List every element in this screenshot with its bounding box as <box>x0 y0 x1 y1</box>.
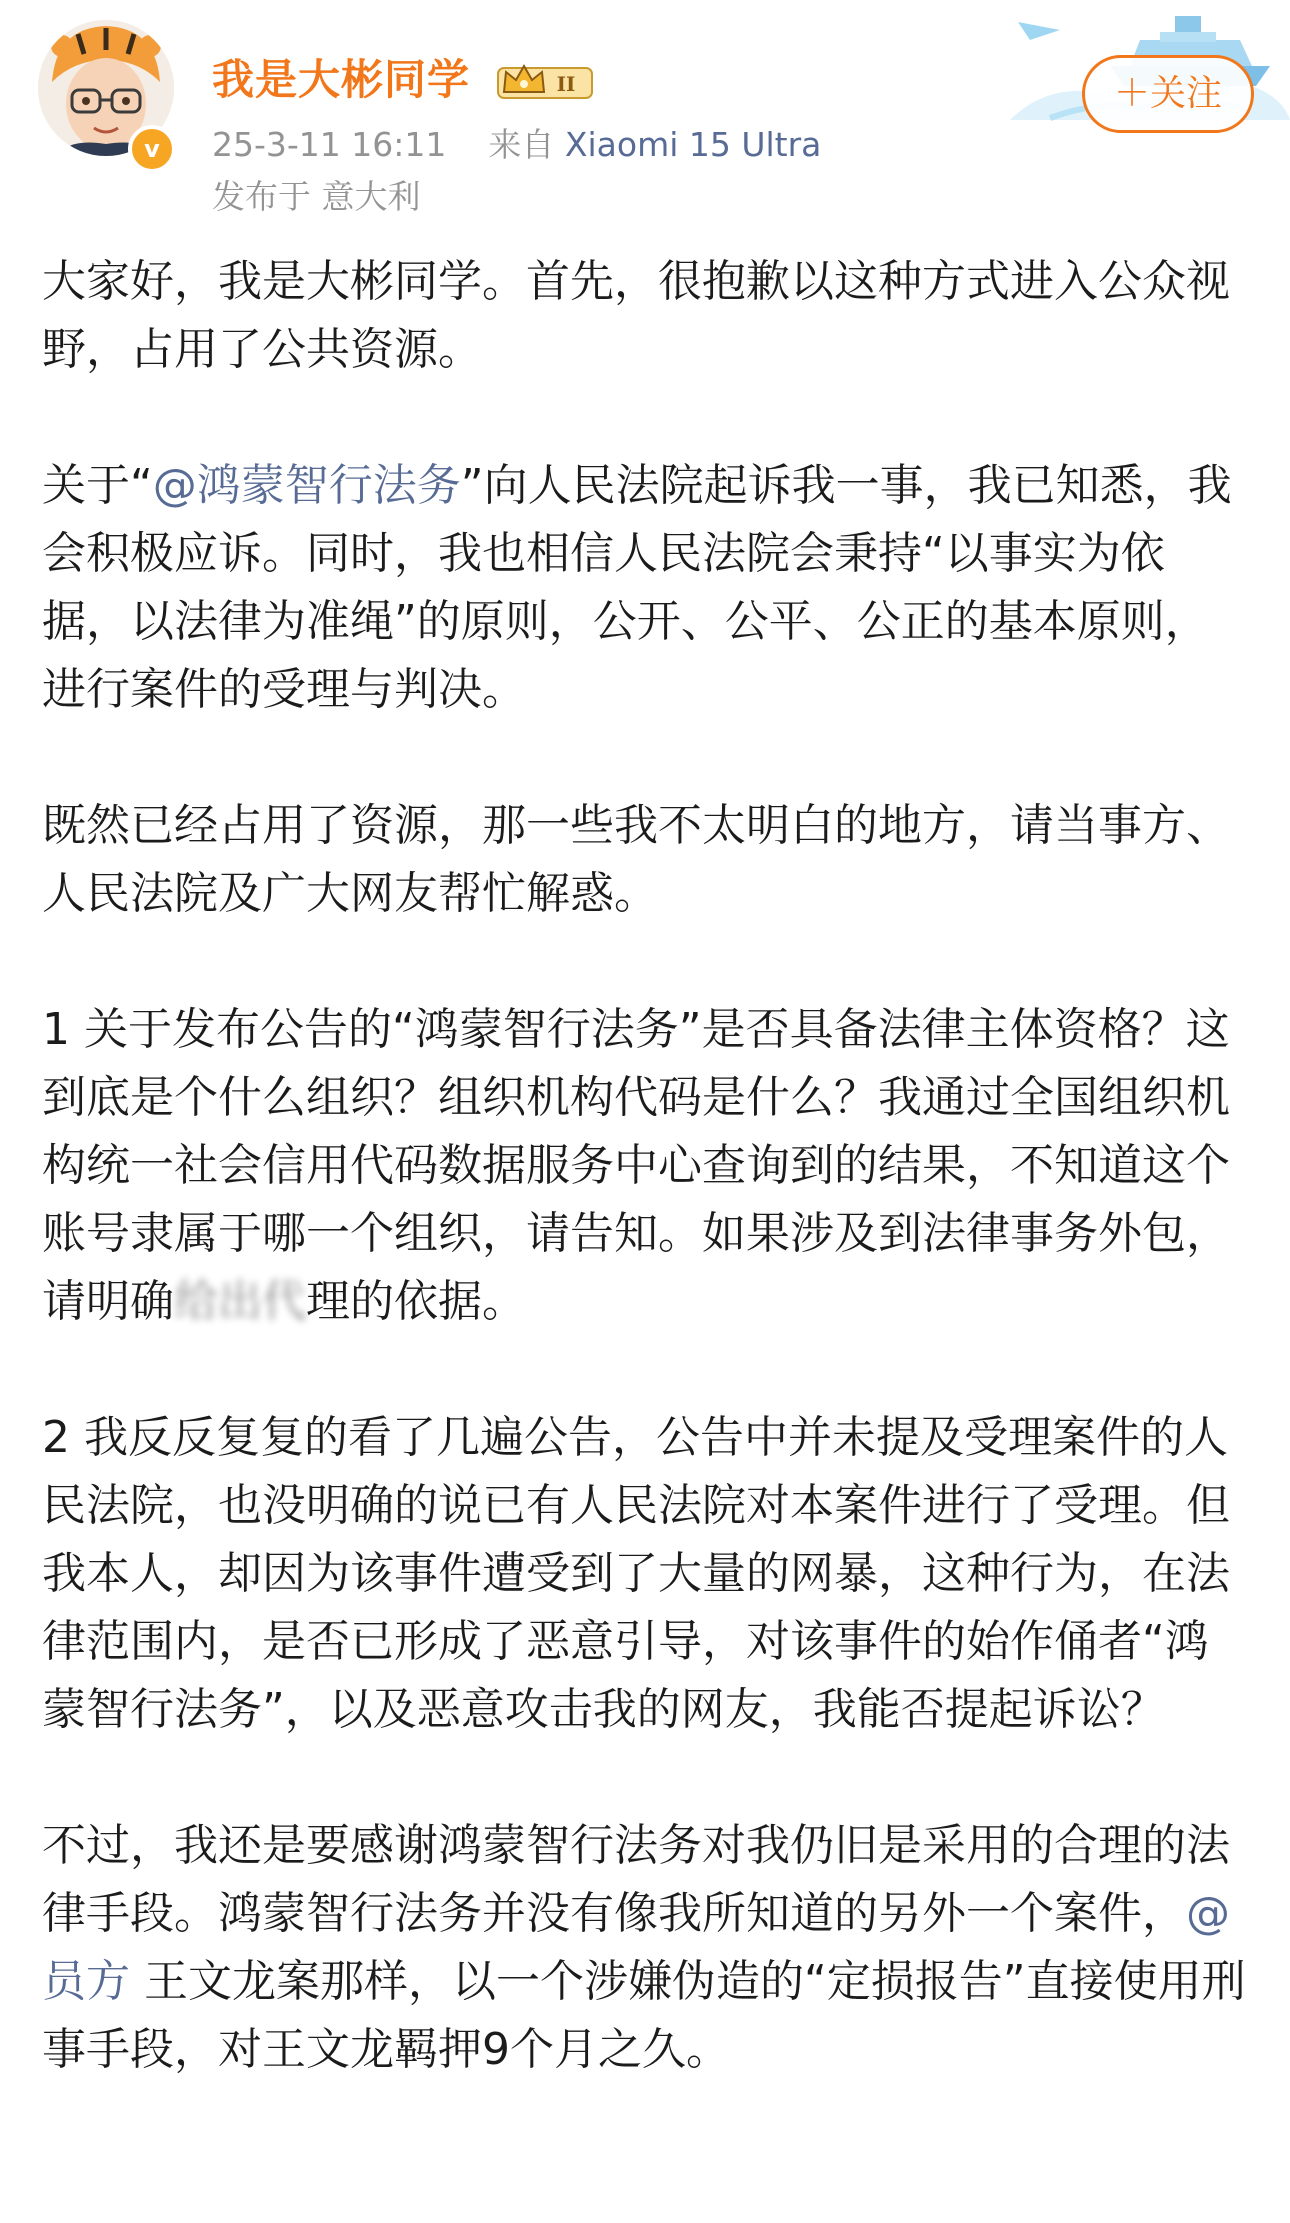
source-prefix: 来自 <box>488 125 555 164</box>
post-meta <box>212 122 821 168</box>
post-location: 发布于 意大利 <box>212 177 421 216</box>
paragraph-3: 既然已经占用了资源，那一些我不太明白的地方，请当事方、人民法院及广大网友帮忙解惑。 <box>42 800 1230 919</box>
paragraph-1: 大家好，我是大彬同学。首先，很抱歉以这种方式进入公众视野，占用了公共资源。 <box>42 256 1230 375</box>
blurred-text: 给出代 <box>174 1276 306 1327</box>
device-link[interactable]: Xiaomi 15 Ultra <box>564 125 822 164</box>
text-span: 王文龙案那样，以一个涉嫌伪造的“定损报告”直接使用刑事手段，对王文龙羁押9个月之久。 <box>42 1956 1246 2075</box>
post-time: 25-3-11 16:11 <box>212 125 447 164</box>
mention-link-hongmeng[interactable]: @鸿蒙智行法务 <box>152 460 461 511</box>
mention-link-yuanfang[interactable]: @员方 <box>42 1888 1230 2007</box>
post-content <box>42 248 1252 2084</box>
crown-level-badge-icon <box>496 58 594 102</box>
post-header <box>0 0 1290 216</box>
follow-button[interactable]: ＋关注 <box>1082 55 1254 133</box>
paragraph-6 <box>42 1812 1252 2084</box>
paragraph-5: 2 我反反复复的看了几遍公告，公告中并未提及受理案件的人民法院，也没明确的说已有人民法院对本案件进行了受理。但我本人，却因为该事件遭受到了大量的网暴，这种行为，在法律范围内，是否已形成了恶意引导，对该事件的始作俑者“鸿蒙智行法务”，以及恶意攻击我的网友，我能否提起诉讼？ <box>42 1412 1230 1735</box>
text-span: 1 关于发布公告的“鸿蒙智行法务”是否具备法律主体资格？这到底是个什么组织？组织机构代码是什么？我通过全国组织机构统一社会信用代码数据服务中心查询到的结果，不知道这个账号隶属于哪一个组织，请告知。如果涉及到法律事务外包，请明确 <box>42 1004 1230 1327</box>
paragraph-2 <box>42 452 1252 724</box>
username[interactable]: 我是大彬同学 <box>212 55 471 104</box>
text-span: 理的依据。 <box>306 1276 526 1327</box>
text-span: 关于“ <box>42 460 153 511</box>
level-badge-text: II <box>556 72 576 96</box>
text-span: 不过，我还是要感谢鸿蒙智行法务对我仍旧是采用的合理的法律手段。鸿蒙智行法务并没有像我所知道的另外一个案件， <box>42 1820 1230 1939</box>
verified-badge-icon: v <box>128 125 176 173</box>
text-span: ”向人民法院起诉我一事，我已知悉，我会积极应诉。同时，我也相信人民法院会秉持“以事实为依据，以法律为准绳”的原则，公开、公平、公正的基本原则，进行案件的受理与判决。 <box>42 460 1232 715</box>
paragraph-4 <box>42 996 1252 1336</box>
